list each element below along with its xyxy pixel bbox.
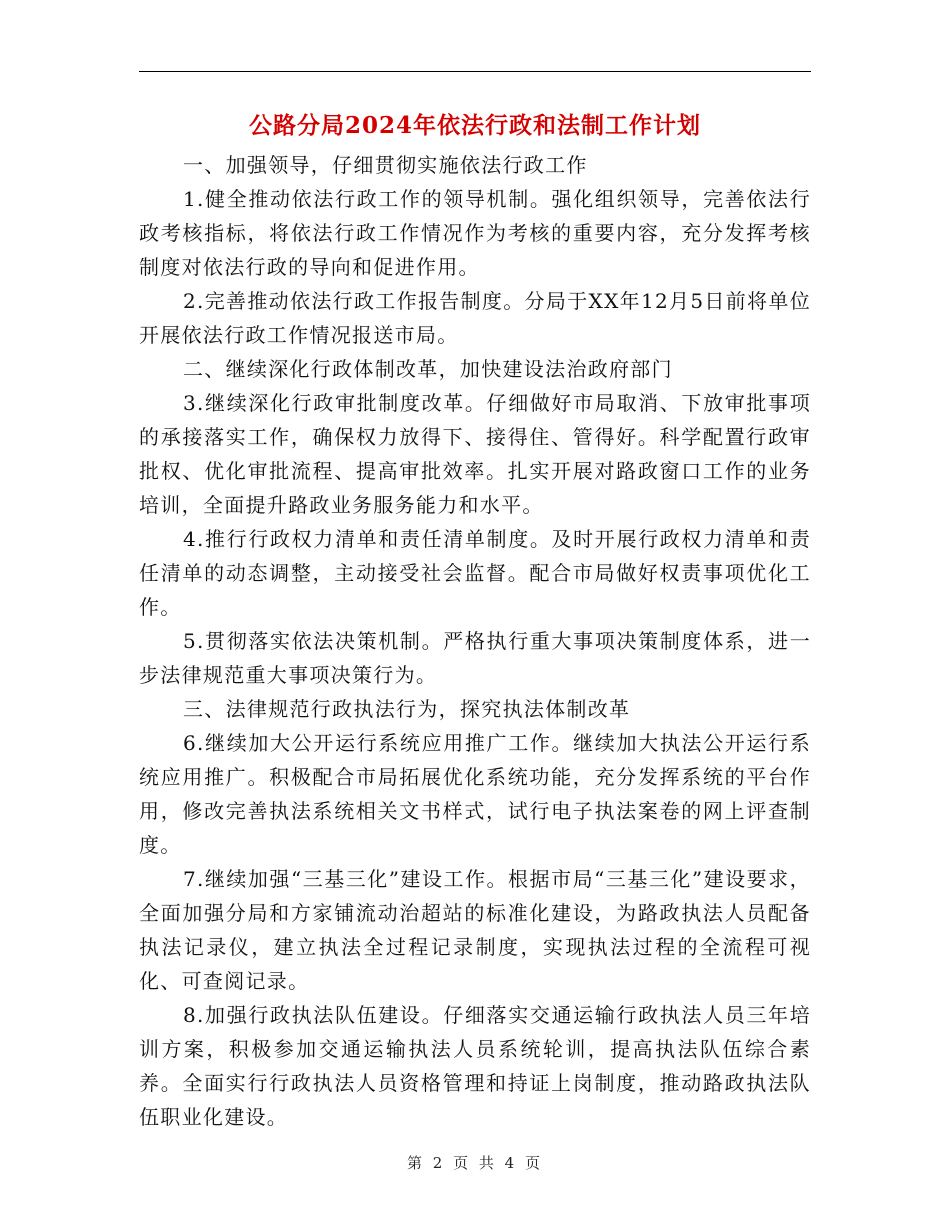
section-heading-3: 三、法律规范行政执法行为，探究执法体制改革 bbox=[183, 697, 631, 721]
paragraph-item-1: 1.健全推动依法行政工作的领导机制。强化组织领导，完善依法行政考核指标，将依法行政工作情况作为考核的重要内容，充分发挥考核制度对依法行政的导向和促进作用。 bbox=[139, 187, 811, 279]
header-rule bbox=[139, 71, 811, 72]
paragraph-item-6: 6.继续加大公开运行系统应用推广工作。继续加大执法公开运行系统应用推广。积极配合市局拓展优化系统功能，充分发挥系统的平台作用，修改完善执法系统相关文书样式，试行电子执法案卷的网上评查制度。 bbox=[139, 731, 811, 857]
section-heading-2: 二、继续深化行政体制改革，加快建设法治政府部门 bbox=[183, 357, 673, 381]
paragraph-item-3: 3.继续深化行政审批制度改革。仔细做好市局取消、下放审批事项的承接落实工作，确保权力放得下、接得住、管得好。科学配置行政审批权、优化审批流程、提高审批效率。扎实开展对路政窗口工作的业务培训，全面提升路政业务服务能力和水平。 bbox=[139, 391, 811, 517]
paragraph-item-5: 5.贯彻落实依法决策机制。严格执行重大事项决策制度体系，进一步法律规范重大事项决策行为。 bbox=[139, 629, 811, 687]
page-number: 第 2 页 共 4 页 bbox=[407, 1154, 543, 1172]
section-heading-1: 一、加强领导，仔细贯彻实施依法行政工作 bbox=[183, 153, 588, 177]
paragraph-item-7: 7.继续加强“三基三化”建设工作。根据市局“三基三化”建设要求，全面加强分局和方家铺流动治超站的标准化建设，为路政执法人员配备执法记录仪，建立执法全过程记录制度，实现执法过程的全流程可视化、可查阅记录。 bbox=[139, 867, 811, 993]
paragraph-item-4: 4.推行行政权力清单和责任清单制度。及时开展行政权力清单和责任清单的动态调整，主动接受社会监督。配合市局做好权责事项优化工作。 bbox=[139, 527, 811, 619]
document-body bbox=[139, 148, 811, 1134]
paragraph-item-2: 2.完善推动依法行政工作报告制度。分局于XX年12月5日前将单位开展依法行政工作情况报送市局。 bbox=[139, 289, 811, 347]
paragraph-item-8: 8.加强行政执法队伍建设。仔细落实交通运输行政执法人员三年培训方案，积极参加交通运输执法人员系统轮训，提高执法队伍综合素养。全面实行行政执法人员资格管理和持证上岗制度，推动路政执法队伍职业化建设。 bbox=[139, 1003, 811, 1129]
document-title: 公路分局2024年依法行政和法制工作计划 bbox=[248, 112, 701, 139]
